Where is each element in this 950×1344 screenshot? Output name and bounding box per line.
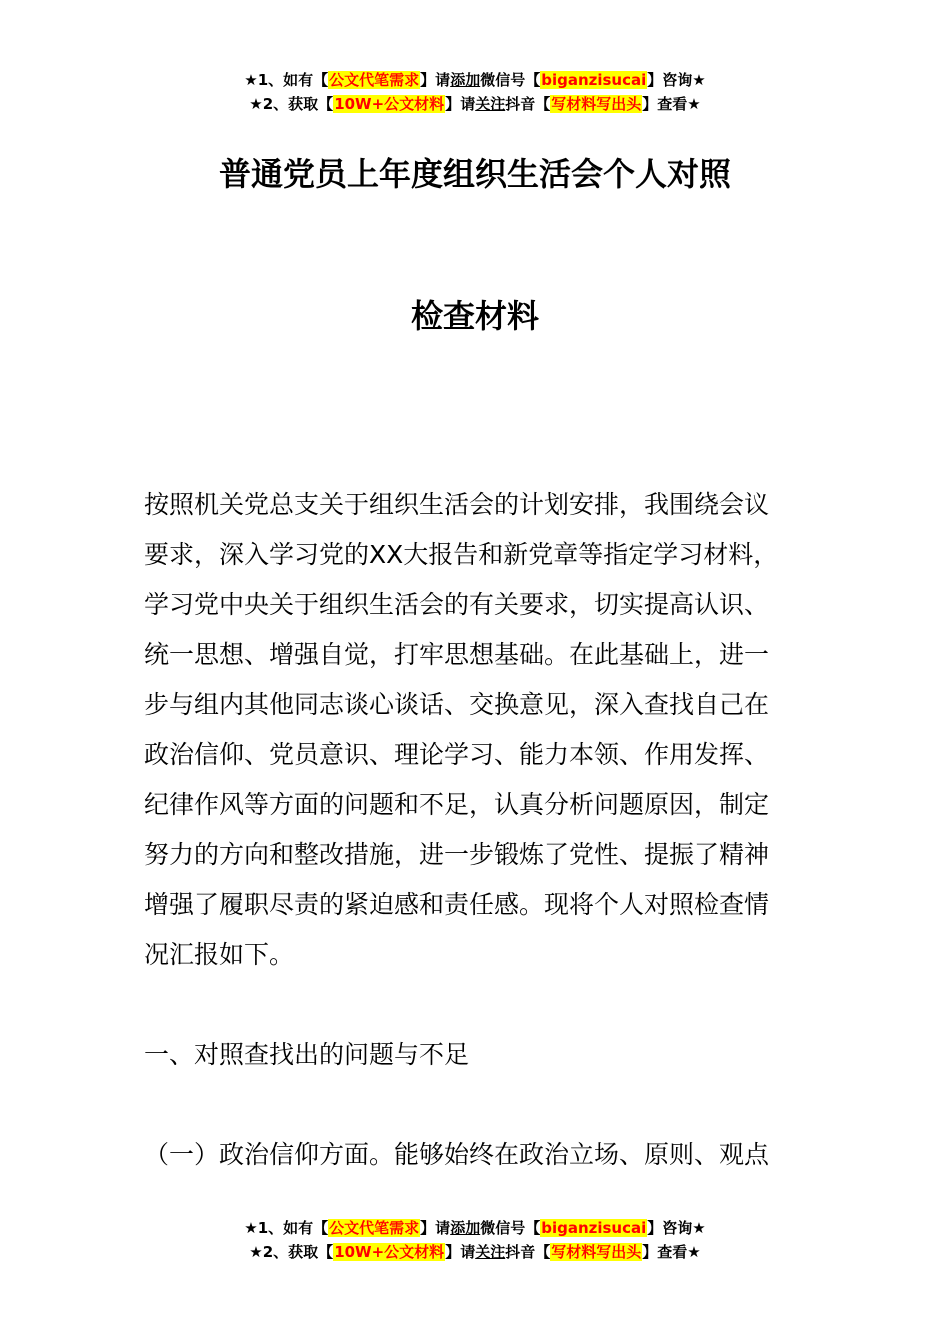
document-title-line-2: 检查材料 bbox=[410, 297, 539, 335]
document-title-line-1: 普通党员上年度组织生活会个人对照 bbox=[218, 155, 731, 193]
banner-line-1-mid2: 微信号【 bbox=[480, 1219, 541, 1237]
banner-line-2-underline: 关注 bbox=[475, 95, 506, 113]
banner-line-2-highlight-materials: 10W+公文材料 bbox=[334, 95, 445, 113]
banner-line-1-highlight-wechat: biganzisucai bbox=[541, 1219, 647, 1237]
banner-line-2 bbox=[0, 92, 950, 116]
paragraph-line: 纪律作风等方面的问题和不足，认真分析问题原因，制定 bbox=[144, 790, 770, 819]
banner-line-1-suffix: 】咨询★ bbox=[647, 71, 706, 89]
banner-line-2-prefix: ★2、获取【 bbox=[249, 1243, 334, 1261]
section-heading: 一、对照查找出的问题与不足 bbox=[144, 1040, 470, 1069]
banner-line-1-underline: 添加 bbox=[450, 71, 481, 89]
paragraph-line: 步与组内其他同志谈心谈话、交换意见，深入查找自己在 bbox=[144, 690, 770, 719]
banner-line-1 bbox=[0, 1216, 950, 1240]
banner-line-2-highlight-douyin: 写材料写出头 bbox=[551, 95, 642, 113]
banner-line-1-highlight-wechat: biganzisucai bbox=[541, 71, 647, 89]
banner-line-2-prefix: ★2、获取【 bbox=[249, 95, 334, 113]
paragraph-line: 努力的方向和整改措施，进一步锻炼了党性、提振了精神 bbox=[144, 840, 770, 869]
banner-line-1-prefix: ★1、如有【 bbox=[244, 1219, 329, 1237]
banner-line-2-highlight-materials: 10W+公文材料 bbox=[334, 1243, 445, 1261]
paragraph-line: 况汇报如下。 bbox=[144, 940, 295, 969]
footer-banner bbox=[0, 1216, 950, 1264]
intro-paragraph bbox=[144, 480, 808, 980]
paragraph-line: 学习党中央关于组织生活会的有关要求，切实提高认识、 bbox=[144, 590, 770, 619]
banner-line-2-underline: 关注 bbox=[475, 1243, 506, 1261]
banner-line-1-prefix: ★1、如有【 bbox=[244, 71, 329, 89]
paragraph-line: 按照机关党总支关于组织生活会的计划安排，我围绕会议 bbox=[144, 490, 770, 519]
banner-line-1-mid: 】请 bbox=[420, 71, 451, 89]
banner-line-2 bbox=[0, 1240, 950, 1264]
paragraph-line: 统一思想、增强自觉，打牢思想基础。在此基础上，进一 bbox=[144, 640, 770, 669]
banner-line-1-underline: 添加 bbox=[450, 1219, 481, 1237]
banner-line-2-mid: 】请 bbox=[445, 95, 476, 113]
header-banner bbox=[0, 68, 950, 116]
banner-line-2-mid: 】请 bbox=[445, 1243, 476, 1261]
banner-line-1-mid: 】请 bbox=[420, 1219, 451, 1237]
banner-line-2-mid2: 抖音【 bbox=[505, 95, 551, 113]
banner-line-2-mid2: 抖音【 bbox=[505, 1243, 551, 1261]
banner-line-1-suffix: 】咨询★ bbox=[647, 1219, 706, 1237]
banner-line-2-suffix: 】查看★ bbox=[642, 1243, 701, 1261]
banner-line-2-highlight-douyin: 写材料写出头 bbox=[551, 1243, 642, 1261]
subsection-heading: （一）政治信仰方面。能够始终在政治立场、原则、观点 bbox=[144, 1140, 770, 1169]
paragraph-line: 要求，深入学习党的XX大报告和新党章等指定学习材料， bbox=[144, 540, 779, 569]
banner-line-1 bbox=[0, 68, 950, 92]
paragraph-line: 政治信仰、党员意识、理论学习、能力本领、作用发挥、 bbox=[144, 740, 770, 769]
banner-line-1-mid2: 微信号【 bbox=[480, 71, 541, 89]
paragraph-line: 增强了履职尽责的紧迫感和责任感。现将个人对照检查情 bbox=[144, 890, 770, 919]
banner-line-1-highlight-service: 公文代笔需求 bbox=[329, 71, 420, 89]
banner-line-2-suffix: 】查看★ bbox=[642, 95, 701, 113]
banner-line-1-highlight-service: 公文代笔需求 bbox=[329, 1219, 420, 1237]
